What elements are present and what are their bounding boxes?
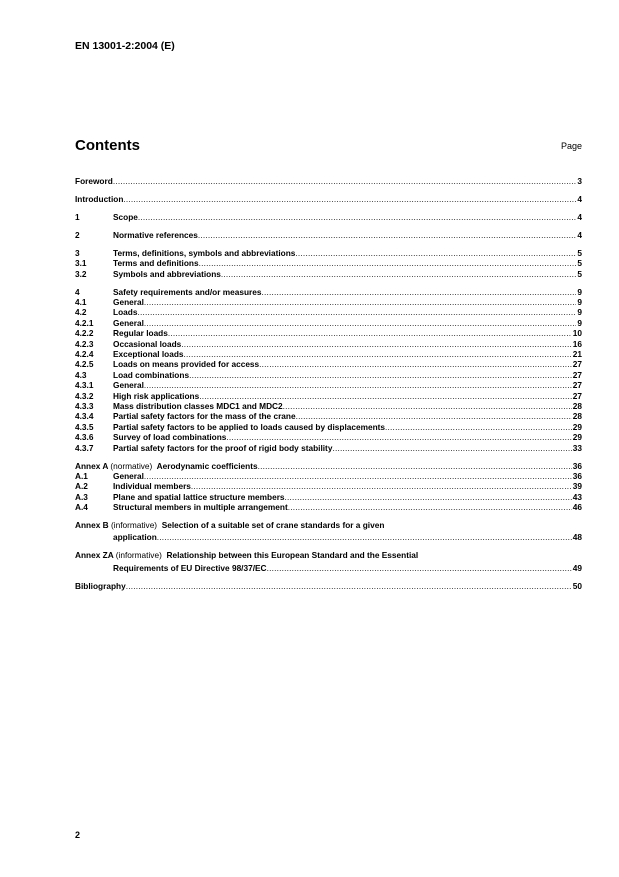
toc-entry-number: A.4: [75, 502, 88, 513]
toc-entry-a-1[interactable]: [75, 471, 582, 481]
annex-title: Selection of a suitable set of crane standards for a given: [161, 520, 385, 531]
toc-entry-page: 33: [572, 442, 582, 453]
toc-entry-page: 9: [577, 317, 582, 328]
toc-entry-label: Individual members: [113, 481, 191, 492]
toc-entry-annex-za-title: [75, 550, 582, 560]
toc-entry-number: A.1: [75, 470, 88, 481]
toc-entry-label: Loads: [113, 307, 138, 318]
toc-entry-label: General: [113, 380, 144, 391]
toc-entry-number: A.2: [75, 481, 88, 492]
toc-entry-label: Terms, definitions, symbols and abbreviations: [113, 247, 296, 258]
toc-entry-label: Terms and definitions: [113, 258, 199, 269]
toc-entry-page: 28: [572, 411, 582, 422]
toc-entry-3-2[interactable]: [75, 269, 582, 279]
toc-entry-4-2-3[interactable]: [75, 339, 582, 349]
toc-entry-page: 27: [572, 390, 582, 401]
toc-entry-label: Requirements of EU Directive 98/37/EC: [113, 562, 267, 573]
toc-entry-label: Partial safety factors to be applied to loads caused by displacements: [113, 421, 386, 432]
toc-entry-3-1[interactable]: [75, 258, 582, 268]
annex-designation: Annex B: [75, 520, 109, 531]
toc-entry-label: Normative references: [113, 229, 198, 240]
toc-entry-page: 49: [572, 562, 582, 573]
toc-entry-1[interactable]: [75, 212, 582, 222]
toc-entry-page: 5: [577, 268, 582, 279]
toc-entry-annex-a[interactable]: [75, 461, 582, 471]
toc-entry-number: 3.1: [75, 258, 87, 269]
toc-entry-label: Scope: [113, 211, 138, 222]
toc-entry-page: 9: [577, 297, 582, 308]
toc-entry-4-2[interactable]: [75, 307, 582, 317]
toc-entry-number: 4.2.3: [75, 338, 94, 349]
toc-entry-label: Bibliography: [75, 580, 126, 591]
toc-entry-page: 43: [572, 491, 582, 502]
annex-title: Relationship between this European Standard and the Essential: [166, 550, 419, 561]
toc-entry-a-2[interactable]: [75, 481, 582, 491]
toc-entry-page: 27: [572, 369, 582, 380]
toc-entry-4-2-2[interactable]: [75, 328, 582, 338]
toc-entry-number: 2: [75, 229, 80, 240]
toc-entry-label: Safety requirements and/or measures: [113, 286, 262, 297]
toc-entry-4-2-4[interactable]: [75, 349, 582, 359]
toc-entry-label: Structural members in multiple arrangement: [113, 502, 288, 513]
toc-entry-label: Survey of load combinations: [113, 432, 227, 443]
toc-entry-annex-za[interactable]: [75, 563, 582, 573]
toc-entry-page: 9: [577, 307, 582, 318]
toc-entry-page: 5: [577, 247, 582, 258]
toc-entry-label: Plane and spatial lattice structure members: [113, 491, 285, 502]
toc-entry-a-4[interactable]: [75, 502, 582, 512]
toc-entry-label: [75, 461, 258, 471]
annex-title: Aerodynamic coefficients: [156, 460, 258, 471]
toc-entry-page: 48: [572, 532, 582, 543]
toc-entry-4-3-1[interactable]: [75, 380, 582, 390]
toc-entry-foreword[interactable]: [75, 176, 582, 186]
toc-entry-label: General: [113, 317, 144, 328]
toc-entry-page: 29: [572, 421, 582, 432]
toc-entry-label: Partial safety factors for the mass of the crane: [113, 411, 296, 422]
toc-entry-4-3-4[interactable]: [75, 411, 582, 421]
document-id-header: EN 13001-2:2004 (E): [75, 40, 175, 52]
toc-entry-label: Introduction: [75, 193, 124, 204]
toc-entry-page: 27: [572, 380, 582, 391]
toc-entry-label: Foreword: [75, 176, 113, 186]
toc-entry-3[interactable]: [75, 248, 582, 258]
toc-entry-number: 4.3.1: [75, 380, 94, 391]
toc-entry-label: Exceptional loads: [113, 349, 184, 360]
toc-entry-page: 16: [572, 338, 582, 349]
toc-entry-page: 28: [572, 401, 582, 411]
toc-entry-label: Loads on means provided for access: [113, 359, 260, 370]
page-column-label: Page: [560, 141, 582, 151]
toc-entry-number: 4.3.3: [75, 401, 94, 411]
toc-entry-number: 4.3.2: [75, 390, 94, 401]
toc-entry-4-2-1[interactable]: [75, 318, 582, 328]
toc-entry-number: 4.3.7: [75, 442, 94, 453]
toc-entry-number: 4.1: [75, 297, 87, 308]
annex-designation: Annex ZA: [75, 550, 114, 561]
toc-entry-page: 3: [577, 176, 582, 186]
toc-entry-page: 4: [577, 229, 582, 240]
toc-entry-4-3-3[interactable]: [75, 401, 582, 411]
toc-entry-page: 36: [572, 470, 582, 481]
toc-entry-page: 9: [577, 286, 582, 297]
toc-entry-label: Partial safety factors for the proof of rigid body stability: [113, 442, 333, 453]
page-number: 2: [75, 830, 81, 840]
toc-entry-4-3-7[interactable]: [75, 443, 582, 453]
toc-entry-page: 50: [572, 580, 582, 591]
toc-entry-number: 3.2: [75, 268, 87, 279]
toc-entry-label: Symbols and abbreviations: [113, 268, 221, 279]
toc-entry-number: 4.2.4: [75, 349, 94, 360]
toc-entry-number: 4.3.5: [75, 421, 94, 432]
toc-entry-page: 27: [572, 359, 582, 370]
toc-entry-page: 4: [577, 211, 582, 222]
toc-entry-annex-b-title: [75, 520, 582, 530]
contents-heading: Contents: [75, 137, 140, 154]
toc-entry-4-2-5[interactable]: [75, 359, 582, 369]
table-of-contents: [75, 176, 582, 591]
toc-entry-number: 4: [75, 286, 80, 297]
toc-entry-a-3[interactable]: [75, 492, 582, 502]
toc-entry-label: Regular loads: [113, 328, 168, 339]
toc-entry-page: 10: [572, 328, 582, 339]
annex-kind: (informative): [110, 520, 158, 531]
toc-entry-number: 4.3.4: [75, 411, 94, 422]
toc-entry-bibliography[interactable]: [75, 581, 582, 591]
toc-entry-page: 4: [577, 193, 582, 204]
toc-entry-number: 1: [75, 211, 80, 222]
toc-entry-page: 39: [572, 481, 582, 492]
annex-designation: Annex A: [75, 460, 109, 471]
toc-entry-4-3-2[interactable]: [75, 391, 582, 401]
toc-entry-label: General: [113, 470, 144, 481]
toc-entry-number: 4.2.2: [75, 328, 94, 339]
toc-entry-label: General: [113, 297, 144, 308]
toc-entry-page: 5: [577, 258, 582, 269]
toc-entry-number: A.3: [75, 491, 88, 502]
toc-entry-number: 3: [75, 247, 80, 258]
toc-entry-annex-b[interactable]: [75, 532, 582, 542]
toc-entry-number: 4.3.6: [75, 432, 94, 443]
toc-entry-label: Mass distribution classes MDC1 and MDC2: [113, 401, 283, 411]
toc-entry-4[interactable]: [75, 287, 582, 297]
toc-entry-number: 4.2.5: [75, 359, 94, 370]
annex-kind: (normative): [110, 460, 153, 471]
toc-entry-4-3-5[interactable]: [75, 422, 582, 432]
toc-entry-page: 21: [572, 349, 582, 360]
toc-entry-number: 4.3: [75, 369, 87, 380]
toc-entry-4-1[interactable]: [75, 297, 582, 307]
toc-entry-4-3-6[interactable]: [75, 432, 582, 442]
toc-entry-introduction[interactable]: [75, 194, 582, 204]
toc-entry-label: Occasional loads: [113, 338, 182, 349]
toc-entry-number: 4.2.1: [75, 317, 94, 328]
toc-entry-label: application: [113, 532, 157, 543]
toc-entry-page: 46: [572, 502, 582, 513]
toc-entry-number: 4.2: [75, 307, 87, 318]
toc-entry-page: 29: [572, 432, 582, 443]
toc-entry-4-3[interactable]: [75, 370, 582, 380]
toc-entry-label: Load combinations: [113, 369, 190, 380]
toc-entry-label: High risk applications: [113, 390, 200, 401]
toc-entry-2[interactable]: [75, 230, 582, 240]
toc-entry-page: 36: [572, 460, 582, 471]
annex-kind: (informative): [115, 550, 162, 561]
